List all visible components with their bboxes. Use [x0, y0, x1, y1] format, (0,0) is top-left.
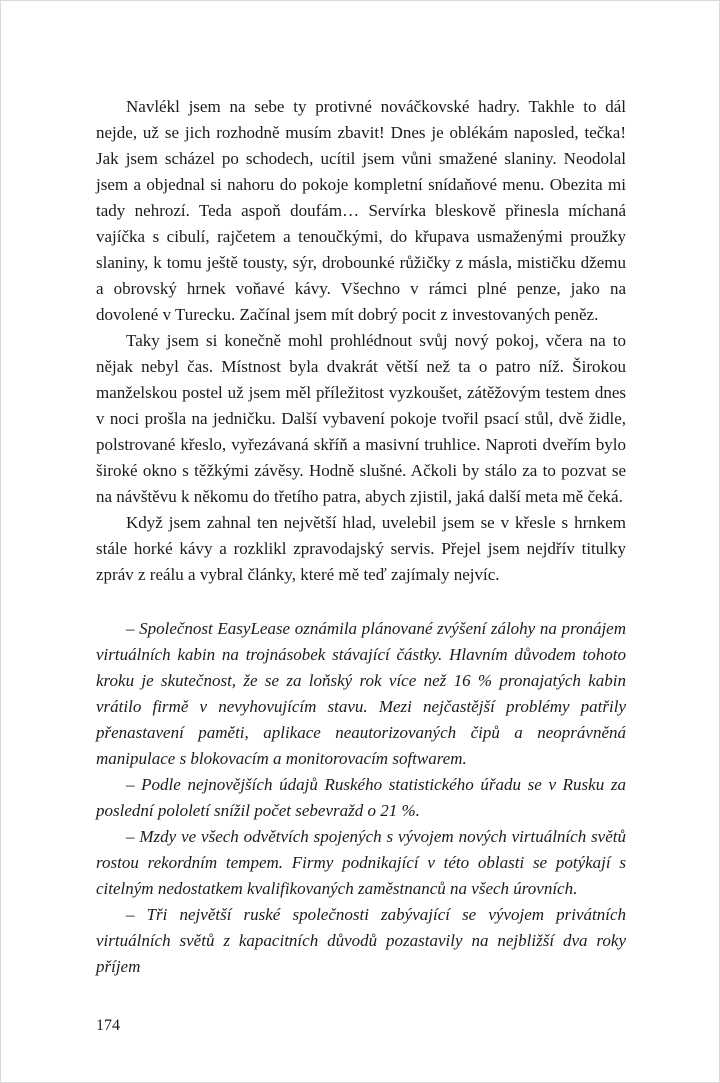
- news-paragraph: – Podle nejnovějších údajů Ruského statistického úřadu se v Rusku za poslední pololetí snížil počet sebevražd o 21 %.: [96, 775, 626, 820]
- page-number: 174: [96, 1017, 120, 1034]
- body-paragraph: Když jsem zahnal ten největší hlad, uvelebil jsem se v křesle s hrnkem stále horké kávy a rozklikl zpravodajský servis. Přejel jsem nejdřív titulky zpráv z reálu a vybral články, které mě teď zajímaly nejvíc.: [96, 513, 626, 584]
- section-gap: [96, 588, 626, 616]
- body-paragraph: Navlékl jsem na sebe ty protivné nováčkovské hadry. Takhle to dál nejde, už se jich rozhodně musím zbavit! Dnes je oblékám naposled, tečka! Jak jsem scházel po schodech, ucítil jsem vůni smažené slaniny. Neodolal jsem a objednal si nahoru do pokoje kompletní snídaňové menu. Obezita mi tady nehrozí. Teda aspoň doufám… Servírka bleskově přinesla míchaná vajíčka s cibulí, rajčetem a tenoučkými, do křupava usmaženými proužky slaniny, k tomu ještě tousty, sýr, drobounké růžičky z másla, mističku džemu a obrovský hrnek voňavé kávy. Všechno v rámci plné penze, jako na dovolené v Turecku. Začínal jsem mít dobrý pocit z investovaných peněz.: [96, 97, 626, 324]
- news-paragraph: – Mzdy ve všech odvětvích spojených s vývojem nových virtuálních světů rostou rekordním tempem. Firmy podnikající v této oblasti se potýkají s citelným nedostatkem kvalifikovaných zaměstnanců na všech úrovních.: [96, 827, 626, 898]
- body-paragraph: Taky jsem si konečně mohl prohlédnout svůj nový pokoj, včera na to nějak nebyl čas. Místnost byla dvakrát větší než ta o patro níž. Širokou manželskou postel už jsem měl příležitost vyzkoušet, zátěžovým testem dnes v noci prošla na jedničku. Další vybavení pokoje tvořil psací stůl, dvě židle, polstrované křeslo, vyřezávaná skříň a masivní truhlice. Naproti dveřím bylo široké okno s těžkými závěsy. Hodně slušné. Ačkoli by stálo za to pozvat se na návštěvu k někomu do třetího patra, abych zjistil, jaká další meta mě čeká.: [96, 331, 626, 506]
- news-paragraph: – Tři největší ruské společnosti zabývající se vývojem privátních virtuálních světů z kapacitních důvodů pozastavily na nejbližší dva roky příjem: [96, 905, 626, 976]
- news-paragraph: – Společnost EasyLease oznámila plánované zvýšení zálohy na pronájem virtuálních kabin na trojnásobek stávající částky. Hlavním důvodem tohoto kroku je skutečnost, že se za loňský rok více než 16 % pronajatých kabin vrátilo firmě v nevyhovujícím stavu. Mezi nejčastější problémy patřily přenastavení paměti, aplikace neautorizovaných čipů a neoprávněná manipulace s blokovacím a monitorovacím softwarem.: [96, 619, 626, 768]
- text-block: [96, 94, 626, 980]
